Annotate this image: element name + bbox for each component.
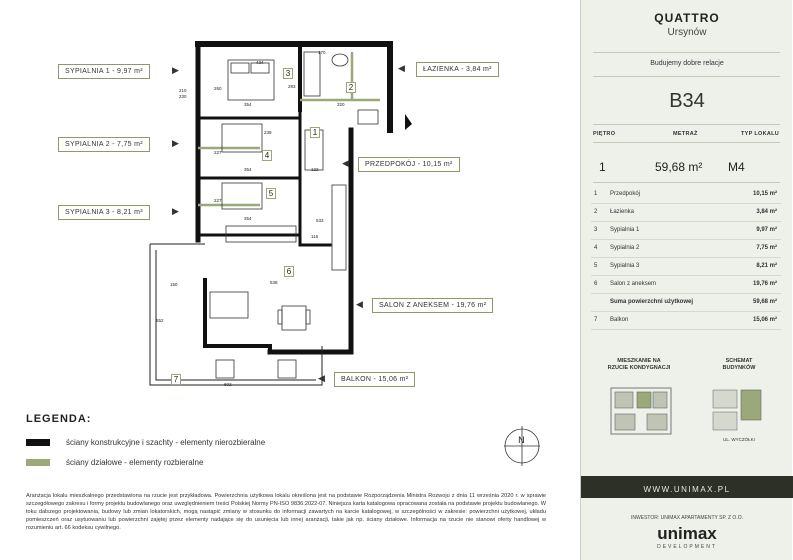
disclaimer: Aranżacja lokalu mieszkalnego przedstawiona na rzucie jest przykładowa. Powierzchnia użytkowa lokalu określona jest na podstawie Rozporządzenia Ministra Rozwoju z dnia 11 września 2020 r. w sprawie szczegółowego zakresu i formy projektu budowlanego oraz uwzględnieniem treści Polskiej Normy PN-ISO 9836:2022-07. Niniejsza karta katalogowa opracowana została na podstawie projektu budowlanego. W toku dalszego projektowania, budowy lub zmian lokatorskich, mogą nastąpić zmiany w stosunku do informacji zawartych na karcie katalogowej, w szczególności w zakresie: powierzchni użytkowej, układu pomieszczeń oraz usytuowaniu lub powierzchni zajętej przez elementy nadające się do usunięcia lub innej aranżacji, takie jak np. ściany działowe. Informacja na rzucie nie stanowi oferty handlowej w rozumieniu art. 66 kodeksu cywilnego. xyxy=(26,493,546,531)
street-name: UL. WYCZÓŁKI xyxy=(723,437,755,442)
divider xyxy=(593,76,780,77)
room-row xyxy=(591,222,781,240)
city-name: Ursynów xyxy=(667,27,707,38)
arrow-left-icon: ◀ xyxy=(342,158,349,168)
room-row-name: Sypialnia 2 xyxy=(610,245,640,251)
dim-label: 354 xyxy=(244,216,252,221)
room-row-area: 10,15 m² xyxy=(752,191,777,197)
room-number-6: 6 xyxy=(284,266,294,277)
floor-mini-map xyxy=(607,382,675,442)
legend-item-partition xyxy=(26,458,203,467)
dim-label: 210 xyxy=(179,88,187,93)
dim-label: 230 xyxy=(179,94,187,99)
divider xyxy=(593,52,780,53)
room-row xyxy=(591,276,781,294)
swatch-partition xyxy=(26,459,50,466)
room-row-number: 5 xyxy=(594,263,598,269)
slogan: Budujemy dobre relacje xyxy=(650,60,724,67)
room-row-name: Sypialnia 3 xyxy=(610,263,640,269)
label-sypialnia-1: SYPIALNIA 1 - 9,97 m² xyxy=(58,64,150,79)
arrow-left-icon: ◀ xyxy=(398,63,405,73)
svg-text:N: N xyxy=(518,436,525,446)
dim-label: 552 xyxy=(156,318,164,323)
room-row xyxy=(591,312,781,330)
room-row-area: 9,97 m² xyxy=(756,227,777,233)
room-row-number: 2 xyxy=(594,209,598,215)
room-number-2: 2 xyxy=(346,82,356,93)
room-row-name: Suma powierzchni użytkowej xyxy=(610,299,694,305)
dim-label: 538 xyxy=(270,280,278,285)
room-row xyxy=(591,240,781,258)
dim-label: 320 xyxy=(337,102,345,107)
label-lazienka: ŁAZIENKA - 3,84 m² xyxy=(416,62,499,77)
room-row-area: 3,84 m² xyxy=(756,209,777,215)
room-row-total xyxy=(591,294,781,312)
room-row-area: 59,68 m² xyxy=(752,299,777,305)
dim-label: 227 xyxy=(214,198,222,203)
room-row-name: Sypialnia 1 xyxy=(610,227,640,233)
value-type: M4 xyxy=(728,160,745,174)
room-row-area: 7,75 m² xyxy=(756,245,777,251)
dim-label: 227 xyxy=(214,150,222,155)
room-row-number: 4 xyxy=(594,245,598,251)
label-sypialnia-2: SYPIALNIA 2 - 7,75 m² xyxy=(58,137,150,152)
dim-label: 354 xyxy=(244,167,252,172)
divider xyxy=(593,182,780,183)
brand-name: QUATTRO xyxy=(654,11,720,25)
room-row-area: 19,76 m² xyxy=(752,281,777,287)
room-row-name: Balkon xyxy=(610,317,629,323)
room-number-7: 7 xyxy=(171,374,181,385)
label-salon: SALON Z ANEKSEM - 19,76 m² xyxy=(372,298,493,313)
arrow-right-icon: ▶ xyxy=(172,65,179,75)
room-number-5: 5 xyxy=(266,188,276,199)
unit-code: B34 xyxy=(669,90,705,112)
value-area: 59,68 m² xyxy=(655,160,703,174)
dim-label: 602 xyxy=(224,382,232,387)
room-number-4: 4 xyxy=(262,150,272,161)
room-row-number: 7 xyxy=(594,317,598,323)
buildings-scheme-map xyxy=(707,384,771,436)
investor-text: INWESTOR: UNIMAX APARTAMENTY SP. Z O.O. xyxy=(631,515,743,521)
plan-title: MIESZKANIE NA RZUCIE KONDYGNACJI xyxy=(607,358,671,371)
legend-title: LEGENDA: xyxy=(26,413,92,425)
room-number-1: 1 xyxy=(310,127,320,138)
room-row-name: Salon z aneksem xyxy=(610,281,657,287)
dim-label: 122 xyxy=(311,167,319,172)
room-row-name: Łazienka xyxy=(610,209,635,215)
dim-label: 150 xyxy=(170,282,178,287)
room-row-number: 1 xyxy=(594,191,598,197)
legend-item-label: ściany konstrukcyjne i szachty - elementy nierozbieralne xyxy=(66,438,266,447)
arrow-right-icon: ▶ xyxy=(172,206,179,216)
dim-label: 293 xyxy=(288,84,296,89)
room-row-name: Przedpokój xyxy=(610,191,641,197)
label-balkon: BALKON - 15,06 m² xyxy=(334,372,415,387)
divider xyxy=(593,142,780,143)
scheme-title: SCHEMAT BUDYNKÓW xyxy=(722,358,756,371)
room-row xyxy=(591,186,781,204)
header-area: METRAŻ xyxy=(673,131,698,137)
room-number-3: 3 xyxy=(283,68,293,79)
dim-label: 354 xyxy=(244,102,252,107)
website-link[interactable]: WWW.UNIMAX.PL xyxy=(643,485,731,494)
legend-item-label: ściany działowe - elementy rozbieralne xyxy=(66,458,204,467)
room-row-number: 3 xyxy=(594,227,598,233)
dim-label: 116 xyxy=(311,234,319,239)
dim-label: 533 xyxy=(316,218,324,223)
room-row-area: 8,21 m² xyxy=(756,263,777,269)
divider xyxy=(593,124,780,125)
dim-label: 170 xyxy=(318,50,326,55)
room-row-area: 15,06 m² xyxy=(752,317,777,323)
legend-item-structural xyxy=(26,438,265,447)
header-type: TYP LOKALU xyxy=(741,131,780,137)
label-sypialnia-3: SYPIALNIA 3 - 8,21 m² xyxy=(58,205,150,220)
value-floor: 1 xyxy=(599,160,606,174)
room-row xyxy=(591,204,781,222)
rooms-table xyxy=(591,186,781,330)
header-floor: PIĘTRO xyxy=(593,131,616,137)
label-przedpokoj: PRZEDPOKÓJ - 10,15 m² xyxy=(358,157,460,172)
arrow-left-icon: ◀ xyxy=(356,299,363,309)
room-row-number: 6 xyxy=(594,281,598,287)
swatch-structural xyxy=(26,439,50,446)
unimax-logo: unimax xyxy=(657,524,717,543)
sidebar xyxy=(580,0,792,560)
arrow-left-icon: ◀ xyxy=(318,373,325,383)
dim-label: 260 xyxy=(214,86,222,91)
arrow-right-icon: ▶ xyxy=(172,138,179,148)
dim-label: 239 xyxy=(264,130,272,135)
room-row xyxy=(591,258,781,276)
dim-label: 434 xyxy=(256,60,264,65)
logo-subtitle: DEVELOPMENT xyxy=(657,544,717,550)
